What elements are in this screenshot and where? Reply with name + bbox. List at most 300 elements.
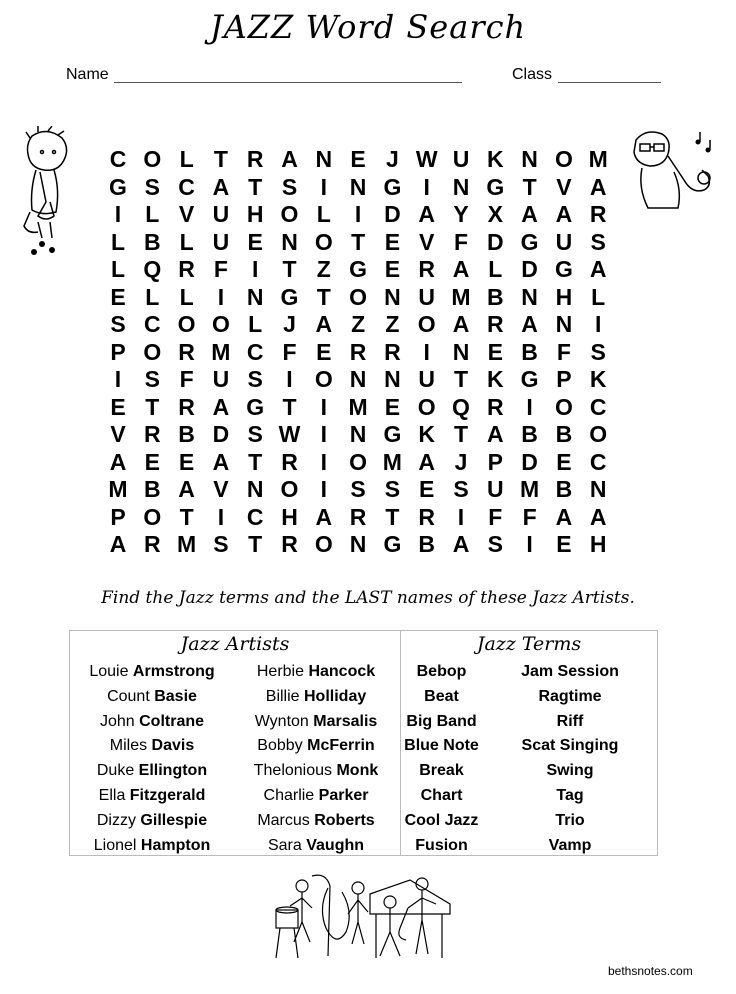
grid-letter[interactable]: T: [248, 448, 263, 475]
grid-letter[interactable]: I: [251, 256, 259, 282]
artist-item: [72, 685, 232, 710]
artist-first-name: Herbie: [256, 663, 309, 680]
grid-letter[interactable]: O: [349, 283, 368, 310]
artist-item: [232, 734, 400, 759]
grid-letter[interactable]: N: [384, 366, 401, 392]
artist-last-name: Davis: [151, 737, 195, 755]
terms-list-1: [401, 660, 482, 858]
grid-letter[interactable]: R: [143, 531, 161, 557]
grid-letter[interactable]: A: [212, 173, 230, 200]
grid-letter[interactable]: B: [521, 338, 538, 365]
grid-letter[interactable]: D: [384, 201, 401, 227]
grid-letter[interactable]: A: [281, 146, 298, 172]
grid-letter[interactable]: I: [114, 201, 122, 227]
grid-letter[interactable]: R: [349, 503, 367, 530]
grid-letter[interactable]: I: [320, 393, 327, 420]
grid-letter[interactable]: N: [452, 338, 470, 365]
grid-letter[interactable]: U: [212, 228, 230, 255]
grid-letter[interactable]: U: [418, 366, 435, 392]
grid-letter[interactable]: C: [246, 503, 264, 530]
artist-item: [72, 710, 232, 735]
artist-first-name: Charlie: [263, 786, 319, 804]
grid-letter[interactable]: A: [109, 448, 127, 475]
terms-heading: Jazz Terms: [476, 633, 582, 655]
grid-letter[interactable]: I: [320, 421, 327, 447]
grid-letter[interactable]: O: [349, 448, 368, 475]
grid-letter[interactable]: S: [247, 421, 263, 447]
grid-letter[interactable]: X: [487, 201, 503, 227]
name-field[interactable]: [114, 82, 462, 83]
grid-letter[interactable]: U: [555, 228, 573, 255]
grid-letter[interactable]: R: [486, 393, 504, 420]
grid-letter[interactable]: M: [520, 476, 540, 502]
grid-letter[interactable]: L: [179, 228, 194, 255]
grid-letter[interactable]: C: [589, 393, 607, 420]
artist-item: [232, 710, 400, 735]
artist-last-name: McFerrin: [307, 737, 375, 755]
grid-letter[interactable]: E: [110, 393, 126, 420]
grid-letter[interactable]: J: [283, 311, 296, 337]
grid-letter[interactable]: A: [486, 421, 504, 447]
grid-letter[interactable]: T: [282, 256, 297, 282]
grid-letter[interactable]: G: [520, 228, 539, 255]
grid-letter[interactable]: I: [217, 503, 225, 530]
grid-letter[interactable]: N: [281, 228, 298, 255]
grid-letter[interactable]: I: [320, 448, 327, 475]
grid-letter[interactable]: V: [110, 421, 126, 447]
grid-letter[interactable]: E: [350, 146, 366, 172]
grid-letter[interactable]: U: [212, 366, 230, 392]
grid-letter[interactable]: F: [453, 228, 469, 255]
grid-letter[interactable]: A: [521, 201, 538, 227]
grid-letter[interactable]: R: [178, 256, 195, 282]
grid-letter[interactable]: H: [281, 503, 298, 530]
term-item: Blue Note: [404, 737, 479, 755]
grid-letter[interactable]: T: [316, 283, 331, 310]
trumpet-player-illustration: [12, 126, 82, 258]
grid-letter[interactable]: L: [591, 283, 606, 310]
artist-item: [232, 784, 400, 809]
grid-letter[interactable]: P: [556, 366, 572, 392]
grid-letter[interactable]: S: [281, 173, 298, 200]
term-item: Jam Session: [521, 663, 619, 680]
artist-item: [232, 809, 400, 834]
grid-letter[interactable]: G: [486, 173, 505, 200]
artists-list-1: [72, 660, 232, 858]
artist-first-name: Marcus: [257, 811, 315, 829]
grid-letter[interactable]: Z: [351, 311, 366, 337]
grid-letter[interactable]: O: [280, 476, 299, 502]
grid-letter[interactable]: R: [384, 338, 401, 365]
grid-letter[interactable]: O: [314, 531, 333, 557]
grid-letter[interactable]: F: [282, 338, 297, 365]
grid-letter[interactable]: M: [382, 448, 402, 475]
artist-first-name: Louie: [89, 663, 133, 680]
grid-letter[interactable]: C: [246, 338, 264, 365]
grid-letter[interactable]: U: [418, 283, 435, 310]
term-item: Tag: [556, 786, 584, 804]
grid-letter[interactable]: J: [385, 146, 399, 172]
grid-letter[interactable]: E: [178, 448, 195, 475]
artist-first-name: Bobby: [257, 737, 308, 755]
grid-letter[interactable]: G: [383, 531, 402, 557]
grid-letter[interactable]: E: [556, 531, 572, 557]
grid-letter[interactable]: G: [280, 283, 299, 310]
grid-letter[interactable]: M: [177, 531, 197, 557]
grid-letter[interactable]: T: [179, 503, 194, 530]
grid-letter[interactable]: I: [526, 393, 533, 420]
grid-letter[interactable]: M: [211, 338, 231, 365]
grid-letter[interactable]: S: [487, 531, 503, 557]
grid-letter[interactable]: E: [110, 283, 126, 310]
artists-heading: Jazz Artists: [180, 633, 290, 655]
artist-last-name: Hampton: [140, 836, 211, 854]
grid-letter[interactable]: I: [457, 503, 465, 530]
grid-letter[interactable]: K: [589, 366, 607, 392]
grid-letter[interactable]: L: [110, 228, 126, 255]
grid-letter[interactable]: N: [349, 366, 367, 392]
grid-letter[interactable]: I: [423, 338, 430, 365]
grid-letter[interactable]: P: [110, 338, 126, 365]
grid-letter[interactable]: B: [486, 283, 504, 310]
grid-letter[interactable]: O: [314, 366, 333, 392]
grid-letter[interactable]: I: [320, 476, 327, 502]
grid-letter[interactable]: Q: [452, 393, 470, 420]
grid-letter[interactable]: V: [419, 228, 435, 255]
grid-letter[interactable]: L: [110, 256, 126, 282]
grid-letter[interactable]: N: [349, 173, 367, 200]
grid-letter[interactable]: D: [486, 228, 504, 255]
page-title: JAZZ Word Search: [209, 8, 527, 46]
grid-letter[interactable]: V: [556, 173, 572, 200]
artist-item: [72, 784, 232, 809]
grid-letter[interactable]: I: [320, 173, 327, 200]
grid-letter[interactable]: R: [349, 338, 367, 365]
artist-item: [232, 660, 400, 685]
grid-letter[interactable]: I: [354, 201, 362, 227]
term-item: Cool Jazz: [404, 811, 479, 829]
word-list-table: [69, 630, 658, 856]
grid-letter[interactable]: U: [212, 201, 230, 227]
grid-letter[interactable]: F: [213, 256, 228, 282]
grid-letter[interactable]: O: [143, 146, 162, 172]
grid-letter[interactable]: U: [452, 146, 470, 172]
grid-letter[interactable]: C: [178, 173, 195, 200]
artist-first-name: Count: [107, 687, 155, 705]
grid-letter[interactable]: R: [281, 448, 298, 475]
grid-letter[interactable]: E: [384, 256, 401, 282]
grid-letter[interactable]: G: [520, 366, 539, 392]
grid-letter[interactable]: M: [588, 146, 608, 172]
artist-last-name: Basie: [154, 687, 197, 705]
grid-letter[interactable]: K: [486, 146, 504, 172]
term-item: Ragtime: [538, 687, 602, 705]
grid-letter[interactable]: N: [349, 531, 367, 557]
grid-letter[interactable]: A: [589, 256, 607, 282]
grid-letter[interactable]: A: [315, 503, 333, 530]
grid-letter[interactable]: H: [246, 201, 264, 227]
grid-letter[interactable]: I: [217, 283, 225, 310]
grid-letter[interactable]: N: [315, 146, 333, 172]
grid-letter[interactable]: B: [143, 476, 161, 502]
jazz-band-illustration: [272, 868, 460, 966]
grid-letter[interactable]: E: [487, 338, 503, 365]
grid-letter[interactable]: F: [179, 366, 194, 392]
grid-letter[interactable]: I: [594, 311, 602, 337]
artist-first-name: Billie: [265, 687, 304, 705]
grid-letter[interactable]: A: [315, 311, 333, 337]
grid-letter[interactable]: F: [522, 503, 537, 530]
grid-letter[interactable]: G: [383, 421, 402, 447]
artist-last-name: Holliday: [304, 687, 367, 705]
artist-first-name: Dizzy: [96, 811, 141, 829]
name-label: Name: [66, 66, 109, 83]
grid-letter[interactable]: O: [143, 503, 162, 530]
grid-letter[interactable]: N: [452, 173, 470, 200]
grid-letter[interactable]: N: [521, 283, 538, 310]
grid-letter[interactable]: O: [211, 311, 230, 337]
term-item: Vamp: [548, 836, 592, 854]
grid-letter[interactable]: J: [454, 448, 468, 475]
grid-letter[interactable]: R: [418, 503, 435, 530]
term-item: Break: [419, 762, 464, 780]
grid-letter[interactable]: G: [109, 173, 127, 200]
artist-first-name: John: [99, 712, 140, 730]
grid-letter[interactable]: A: [452, 531, 470, 557]
term-item: Scat Singing: [521, 737, 619, 755]
term-item: Riff: [556, 712, 584, 730]
grid-letter[interactable]: T: [522, 173, 537, 200]
grid-letter[interactable]: K: [486, 366, 504, 392]
grid-letter[interactable]: O: [177, 311, 196, 337]
grid-letter[interactable]: N: [246, 476, 264, 502]
artist-last-name: Vaughn: [306, 836, 365, 854]
grid-letter[interactable]: L: [248, 311, 263, 337]
artist-last-name: Monk: [336, 762, 379, 780]
grid-letter[interactable]: G: [349, 256, 368, 282]
grid-letter[interactable]: A: [418, 448, 435, 475]
grid-letter[interactable]: T: [351, 228, 366, 255]
grid-letter[interactable]: F: [556, 338, 571, 365]
grid-letter[interactable]: D: [521, 448, 538, 475]
grid-letter[interactable]: V: [213, 476, 229, 502]
artist-first-name: Ella: [98, 786, 130, 804]
grid-letter[interactable]: L: [145, 201, 160, 227]
grid-letter[interactable]: A: [452, 311, 470, 337]
artist-first-name: Miles: [109, 737, 152, 755]
grid-letter[interactable]: F: [488, 503, 503, 530]
saxophone-player-illustration: [628, 126, 724, 218]
class-field[interactable]: [558, 82, 661, 83]
grid-letter[interactable]: N: [384, 283, 401, 310]
grid-letter[interactable]: B: [555, 421, 573, 447]
grid-letter[interactable]: K: [418, 421, 435, 447]
grid-letter[interactable]: O: [280, 201, 299, 227]
grid-letter[interactable]: T: [248, 531, 263, 557]
grid-letter[interactable]: S: [384, 476, 401, 502]
grid-letter[interactable]: L: [316, 201, 331, 227]
grid-letter[interactable]: A: [589, 503, 607, 530]
term-item: Beat: [424, 687, 459, 705]
artist-item: [72, 660, 232, 685]
artist-last-name: Parker: [318, 786, 369, 804]
term-item: Bebop: [416, 663, 467, 680]
grid-letter[interactable]: W: [278, 421, 301, 447]
grid-letter[interactable]: R: [589, 201, 607, 227]
grid-letter[interactable]: E: [556, 448, 572, 475]
grid-letter[interactable]: A: [178, 476, 195, 502]
grid-letter[interactable]: I: [423, 173, 430, 200]
grid-letter[interactable]: N: [349, 421, 367, 447]
grid-letter[interactable]: T: [453, 421, 469, 447]
grid-letter[interactable]: A: [589, 173, 607, 200]
grid-letter[interactable]: S: [144, 366, 160, 392]
term-item: Swing: [546, 762, 594, 780]
artist-last-name: Marsalis: [313, 712, 378, 730]
artist-last-name: Gillespie: [140, 811, 208, 829]
grid-letter[interactable]: A: [418, 201, 435, 227]
artist-item: [72, 809, 232, 834]
grid-letter[interactable]: E: [247, 228, 263, 255]
grid-letter[interactable]: U: [486, 476, 504, 502]
grid-letter[interactable]: G: [246, 393, 265, 420]
grid-letter[interactable]: L: [179, 283, 194, 310]
artist-item: [72, 734, 232, 759]
grid-letter[interactable]: Q: [143, 256, 162, 282]
grid-letter[interactable]: L: [145, 283, 160, 310]
artist-first-name: Wynton: [254, 712, 314, 730]
grid-letter[interactable]: C: [143, 311, 161, 337]
credit-text: bethsnotes.com: [608, 964, 693, 978]
class-label: Class: [512, 66, 553, 83]
grid-letter[interactable]: T: [282, 393, 297, 420]
artist-first-name: Thelonious: [253, 762, 337, 780]
grid-letter[interactable]: M: [348, 393, 368, 420]
grid-letter[interactable]: S: [144, 173, 160, 200]
terms-list-2: [482, 660, 658, 858]
grid-letter[interactable]: R: [281, 531, 298, 557]
grid-letter[interactable]: R: [246, 146, 264, 172]
grid-letter[interactable]: N: [589, 476, 607, 502]
grid-letter[interactable]: H: [555, 283, 573, 310]
artist-first-name: Sara: [267, 836, 307, 854]
grid-letter[interactable]: V: [178, 201, 195, 227]
grid-letter[interactable]: O: [314, 228, 333, 255]
grid-letter[interactable]: Y: [453, 201, 469, 227]
grid-letter[interactable]: E: [419, 476, 435, 502]
grid-letter[interactable]: A: [212, 393, 230, 420]
grid-letter[interactable]: R: [143, 421, 161, 447]
grid-letter[interactable]: I: [286, 366, 293, 392]
grid-letter[interactable]: O: [417, 393, 436, 420]
grid-letter[interactable]: S: [213, 531, 229, 557]
grid-letter[interactable]: H: [589, 531, 607, 557]
grid-letter[interactable]: O: [554, 146, 573, 172]
grid-letter[interactable]: B: [418, 531, 435, 557]
grid-letter[interactable]: E: [316, 338, 332, 365]
grid-letter[interactable]: A: [109, 531, 127, 557]
grid-letter[interactable]: C: [589, 448, 607, 475]
grid-letter[interactable]: L: [488, 256, 503, 282]
grid-letter[interactable]: I: [114, 366, 122, 392]
grid-letter[interactable]: B: [178, 421, 195, 447]
grid-letter[interactable]: B: [555, 476, 573, 502]
grid-letter[interactable]: Z: [316, 256, 331, 282]
grid-letter[interactable]: G: [383, 173, 402, 200]
grid-letter[interactable]: R: [486, 311, 504, 337]
grid-letter[interactable]: G: [554, 256, 573, 282]
grid-letter[interactable]: O: [589, 421, 608, 447]
artist-item: [232, 759, 400, 784]
grid-letter[interactable]: N: [246, 283, 264, 310]
artist-item: [232, 834, 400, 859]
term-item: Trio: [555, 811, 585, 829]
grid-letter[interactable]: S: [350, 476, 366, 502]
artist-first-name: Lionel: [93, 836, 141, 854]
grid-letter[interactable]: P: [487, 448, 503, 475]
grid-letter[interactable]: T: [385, 503, 400, 530]
grid-letter[interactable]: E: [144, 448, 160, 475]
grid-letter[interactable]: A: [555, 201, 573, 227]
grid-letter[interactable]: L: [179, 146, 194, 172]
grid-letter[interactable]: O: [143, 338, 162, 365]
grid-letter[interactable]: A: [521, 311, 538, 337]
artist-last-name: Roberts: [314, 811, 375, 829]
grid-letter[interactable]: D: [212, 421, 230, 447]
term-item: Big Band: [406, 712, 477, 730]
grid-letter[interactable]: A: [452, 256, 470, 282]
grid-letter[interactable]: P: [110, 503, 126, 530]
grid-letter[interactable]: A: [212, 448, 230, 475]
grid-letter[interactable]: S: [590, 338, 606, 365]
grid-letter[interactable]: B: [143, 228, 161, 255]
artist-item: [72, 759, 232, 784]
grid-letter[interactable]: R: [178, 338, 195, 365]
grid-letter[interactable]: E: [384, 228, 401, 255]
grid-letter[interactable]: T: [248, 173, 263, 200]
grid-letter[interactable]: M: [451, 283, 471, 310]
grid-letter[interactable]: I: [526, 531, 533, 557]
artists-list-2: [232, 660, 400, 858]
grid-letter[interactable]: R: [178, 393, 195, 420]
artist-last-name: Ellington: [138, 762, 208, 780]
grid-letter[interactable]: S: [247, 366, 263, 392]
grid-letter[interactable]: N: [521, 146, 538, 172]
grid-letter[interactable]: B: [521, 421, 538, 447]
grid-letter[interactable]: N: [555, 311, 573, 337]
grid-letter[interactable]: E: [384, 393, 401, 420]
grid-letter[interactable]: T: [145, 393, 160, 420]
artist-item: [72, 834, 232, 859]
grid-letter[interactable]: C: [109, 146, 127, 172]
grid-letter[interactable]: D: [521, 256, 538, 282]
grid-letter[interactable]: Z: [385, 311, 400, 337]
grid-letter[interactable]: O: [554, 393, 573, 420]
grid-letter[interactable]: S: [590, 228, 606, 255]
artist-first-name: Duke: [96, 762, 139, 780]
grid-letter[interactable]: T: [453, 366, 469, 392]
grid-letter[interactable]: M: [108, 476, 128, 502]
grid-letter[interactable]: W: [415, 146, 438, 172]
instructions: Find the Jazz terms and the LAST names of these Jazz Artists.: [101, 588, 635, 608]
grid-letter[interactable]: S: [110, 311, 126, 337]
grid-letter[interactable]: A: [555, 503, 573, 530]
grid-letter[interactable]: S: [453, 476, 469, 502]
grid-letter[interactable]: R: [418, 256, 435, 282]
grid-letter[interactable]: O: [417, 311, 436, 337]
term-item: Chart: [420, 786, 463, 804]
grid-letter[interactable]: T: [213, 146, 228, 172]
